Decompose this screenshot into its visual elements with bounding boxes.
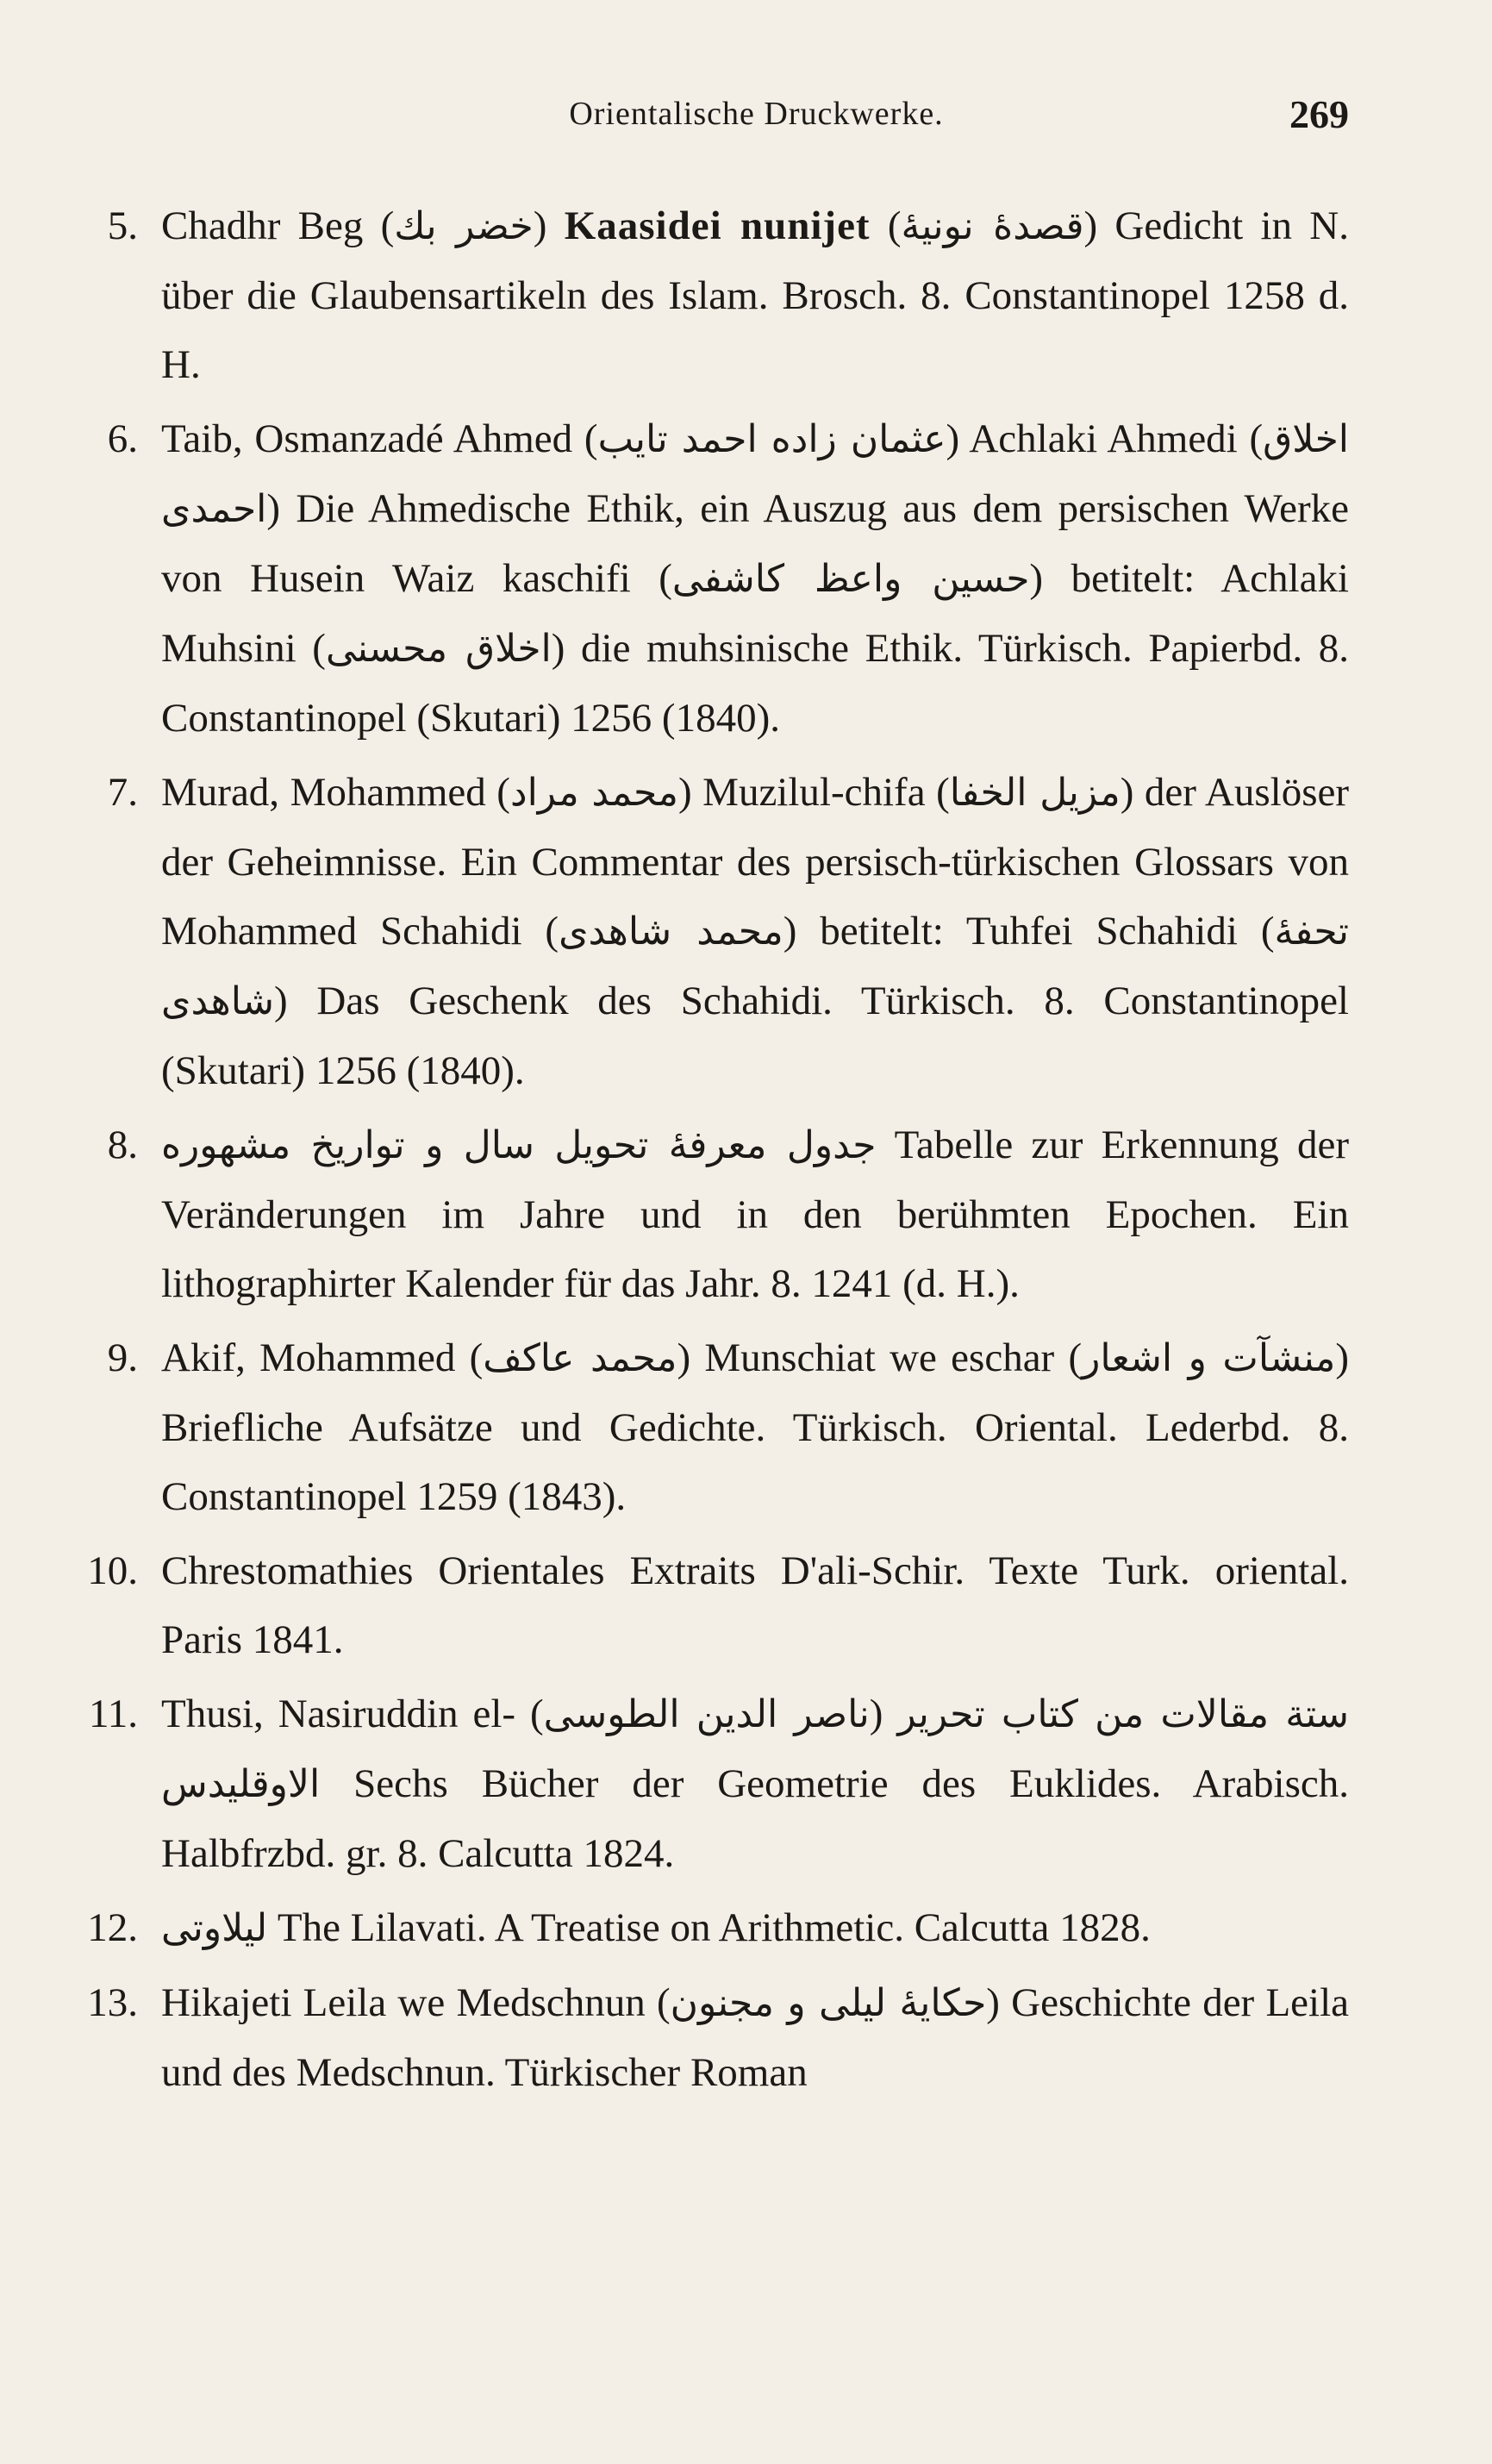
entry-text: Sechs Bücher der Geometrie des Euklides. Arabisch. Halbfrzbd. gr. 8. Calcutta 1824.	[161, 1761, 1349, 1876]
entry-number: 9.	[107, 1335, 138, 1380]
entry-number: 12.	[87, 1905, 138, 1950]
entry-text: Chrestomathies Orientales Extraits D'ali-Schir. Texte Turk. oriental. Paris 1841.	[161, 1548, 1349, 1662]
entry-text: ) Achlaki Ahmedi (	[946, 416, 1264, 461]
entry-text: (	[870, 203, 902, 248]
arabic-text: خضر بك	[394, 204, 534, 248]
entry-text: ) betitelt: Achlaki Muhsini (	[161, 556, 1349, 671]
entry-12	[69, 1893, 1349, 1963]
entry-5	[69, 191, 1349, 399]
arabic-text: محمد شاهدى	[559, 910, 783, 954]
entry-6	[69, 404, 1349, 753]
entry-text: Chadhr Beg (	[161, 203, 395, 248]
entry-number: 10.	[87, 1548, 138, 1593]
entry-number: 13.	[87, 1980, 138, 2025]
entry-text: ) die muhsinische Ethik. Türkisch. Papierbd. 8. Constantinopel (Skutari) 1256 (1840).	[161, 626, 1349, 741]
entry-8	[69, 1110, 1349, 1318]
entry-text: )	[533, 203, 565, 248]
page-number: 269	[1289, 92, 1349, 136]
entry-text: ) Das Geschenk des Schahidi. Türkisch. 8. Constantinopel (Skutari) 1256 (1840).	[161, 979, 1349, 1093]
arabic-text: اخلاق احمدى	[161, 417, 1349, 531]
arabic-text: ستة مقالات من كتاب تحرير الاوقليدس	[161, 1692, 1349, 1806]
entry-text: )	[869, 1692, 898, 1736]
entry-text: Thusi, Nasiruddin el- (	[161, 1692, 544, 1736]
arabic-text: حسين واعظ كاشفى	[671, 557, 1030, 601]
arabic-text: ليلاوتى	[161, 1906, 268, 1950]
entry-text: ) betitelt: Tuhfei Schahidi (	[783, 909, 1275, 954]
entry-11	[69, 1679, 1349, 1888]
entry-text: ) Briefliche Aufsätze und Gedichte. Türkisch. Oriental. Lederbd. 8. Constantinopel 1259 (1843).	[161, 1335, 1350, 1519]
entry-number: 8.	[107, 1123, 138, 1167]
arabic-text: تحفهٔ شاهدى	[161, 910, 1349, 1023]
arabic-text: اخلاق محسنى	[325, 627, 552, 671]
entry-text: ) Geschichte der Leila und des Medschnun. Türkischer Roman	[161, 1980, 1349, 2095]
entry-text: Hikajeti Leila we Medschnun (	[161, 1980, 671, 2025]
arabic-text: جدول معرفهٔ تحويل سال و تواريخ مشهوره	[161, 1123, 877, 1167]
entry-number: 7.	[107, 770, 138, 815]
entry-number: 11.	[88, 1692, 138, 1736]
entry-text: ) Muzilul-chifa (	[677, 770, 950, 815]
entry-text: Akif, Mohammed (	[161, 1335, 484, 1380]
arabic-text: محمد مراد	[509, 771, 678, 815]
entry-text: ) Die Ahmedische Ethik, ein Auszug aus dem persischen Werke von Husein Waiz kaschifi (	[161, 486, 1349, 601]
entry-title: Kaasidei nunijet	[564, 203, 871, 248]
entry-13	[69, 1968, 1349, 2107]
entry-text: Murad, Mohammed (	[161, 770, 510, 815]
arabic-text: قصدهٔ نونیهٔ	[901, 204, 1084, 248]
arabic-text: حكايهٔ ليلى و مجنون	[670, 1981, 987, 2025]
entry-text: ) der Auslöser der Geheimnisse. Ein Commentar des persisch-türkischen Glossars von Mohammed Schahidi (	[161, 770, 1349, 954]
entry-number: 6.	[107, 416, 138, 461]
entry-text: ) Gedicht in N. über die Glaubensartikeln des Islam. Brosch. 8. Constantinopel 1258 d. H.	[161, 203, 1349, 387]
running-head	[164, 92, 1349, 147]
arabic-text: عثمان زاده احمد تايب	[597, 417, 946, 461]
running-title: Orientalische Druckwerke.	[569, 96, 944, 132]
arabic-text: مزيل الخفا	[949, 771, 1121, 815]
catalogue-entries	[69, 191, 1349, 2112]
entry-text: Tabelle zur Erkennung der Veränderungen im Jahre und in den berühmten Epochen. Ein lithographirter Kalender für das Jahr. 8. 1241 (d. H.).	[161, 1123, 1349, 1306]
arabic-text: منشآت و اشعار	[1082, 1336, 1336, 1380]
arabic-text: ناصر الدين الطوسى	[543, 1692, 870, 1736]
entry-text: The Lilavati. A Treatise on Arithmetic. Calcutta 1828.	[267, 1905, 1151, 1950]
entry-9	[69, 1323, 1349, 1531]
entry-text: Taib, Osmanzadé Ahmed (	[161, 416, 598, 461]
entry-10	[69, 1536, 1349, 1674]
arabic-text: محمد عاكف	[483, 1336, 677, 1380]
entry-number: 5.	[107, 203, 138, 248]
entry-7	[69, 758, 1349, 1105]
entry-text: ) Munschiat we eschar (	[677, 1335, 1083, 1380]
